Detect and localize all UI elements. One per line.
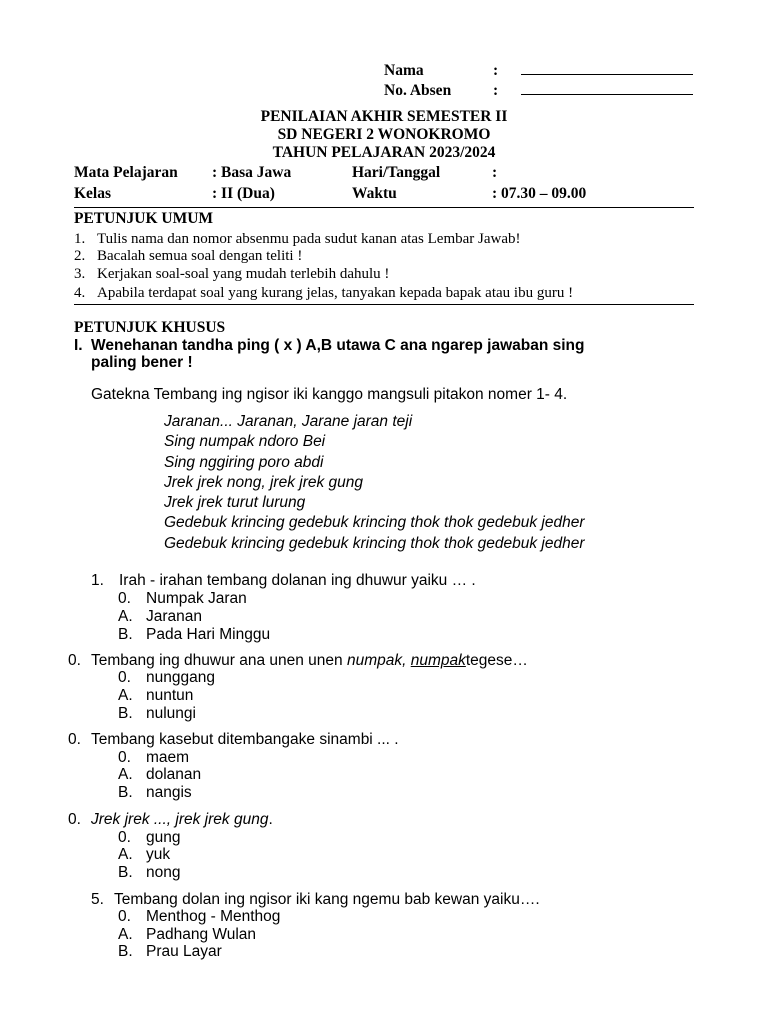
option-text: nulungi [146,705,196,722]
absen-colon: : [493,82,499,99]
option-text: yuk [146,846,171,863]
day-label: Hari/Tanggal [352,164,441,181]
option-letter: 0. [118,829,131,846]
general-item: Tulis nama dan nomor absenmu pada sudut kanan atas Lembar Jawab! [97,231,521,247]
option-text: nuntun [146,687,194,704]
general-item: Bacalah semua soal dengan teliti ! [97,248,303,264]
option-letter: A. [118,846,133,863]
option-text: Prau Layar [146,943,222,960]
option-text: Pada Hari Minggu [146,626,271,643]
poem-line: Gedebuk krincing gedebuk krincing thok thok gedebuk jedher [164,514,585,531]
poem-line: Jaranan... Jaranan, Jarane jaran teji [164,413,413,430]
school-name: SD NEGERI 2 WONOKROMO [277,126,491,143]
section-instruction-cont: paling bener ! [91,354,193,371]
general-item-num: 1. [74,231,86,247]
general-item: Apabila terdapat soal yang kurang jelas, tanyakan kepada bapak atau ibu guru ! [97,285,574,301]
option-letter: B. [118,705,133,722]
name-blank-line [521,74,693,75]
subject-label: Mata Pelajaran [74,164,178,181]
subject-value: : Basa Jawa [212,164,292,181]
question-text: Tembang dolan ing ngisor iki kang ngemu bab kewan yaiku…. [114,891,540,908]
option-letter: B. [118,943,133,960]
section-instruction: Wenehanan tandha ping ( x ) A,B utawa C ana ngarep jawaban sing [91,337,585,354]
option-text: Padhang Wulan [146,926,257,943]
general-item: Kerjakan soal-soal yang mudah terlebih dahulu ! [97,266,390,282]
poem-line: Gedebuk krincing gedebuk krincing thok thok gedebuk jedher [164,535,585,552]
general-item-num: 2. [74,248,86,264]
option-text: nong [146,864,181,881]
question-text: Tembang kasebut ditembangake sinambi ... . [91,731,399,748]
option-letter: B. [118,864,133,881]
general-item-num: 4. [74,285,86,301]
question-text: Irah - irahan tembang dolanan ing dhuwur yaiku … . [119,572,476,589]
question-number: 1. [91,572,104,589]
question-number: 0. [68,731,81,748]
option-text: maem [146,749,190,766]
option-text: nangis [146,784,192,801]
question-number: 0. [68,652,81,669]
class-value: : II (Dua) [212,185,275,202]
poem-line: Sing numpak ndoro Bei [164,433,326,450]
option-letter: A. [118,766,133,783]
header-divider [74,207,694,208]
option-letter: 0. [118,590,131,607]
poem-intro: Gatekna Tembang ing ngisor iki kanggo mangsuli pitakon nomer 1- 4. [91,386,568,403]
option-letter: A. [118,687,133,704]
option-text: Jaranan [146,608,203,625]
option-letter: A. [118,926,133,943]
academic-year: TAHUN PELAJARAN 2023/2024 [272,144,496,161]
option-text: gung [146,829,181,846]
option-letter: 0. [118,908,131,925]
question-text: Jrek jrek ..., jrek jrek gung. [91,811,273,828]
exam-title: PENILAIAN AKHIR SEMESTER II [260,108,508,125]
poem-line: Jrek jrek turut lurung [164,494,306,511]
option-letter: 0. [118,669,131,686]
absen-label: No. Absen [384,82,452,99]
poem-line: Sing nggiring poro abdi [164,454,324,471]
option-letter: A. [118,608,133,625]
option-letter: B. [118,784,133,801]
option-letter: B. [118,626,133,643]
option-letter: 0. [118,749,131,766]
question-number: 5. [91,891,104,908]
section-number: I. [74,337,83,354]
option-text: nunggang [146,669,215,686]
poem-line: Jrek jrek nong, jrek jrek gung [164,474,364,491]
time-value: : 07.30 – 09.00 [492,185,587,202]
question-number: 0. [68,811,81,828]
special-heading: PETUNJUK KHUSUS [74,319,226,336]
class-label: Kelas [74,185,112,202]
general-heading: PETUNJUK UMUM [74,210,214,227]
name-label: Nama [384,62,424,79]
general-divider [74,304,694,305]
question-text: Tembang ing dhuwur ana unen unen numpak, numpaktegese… [91,652,528,669]
day-value: : [492,164,498,181]
option-text: Menthog - Menthog [146,908,281,925]
absen-blank-line [521,94,693,95]
general-item-num: 3. [74,266,86,282]
time-label: Waktu [352,185,397,202]
option-text: Numpak Jaran [146,590,247,607]
name-colon: : [493,62,499,79]
option-text: dolanan [146,766,202,783]
